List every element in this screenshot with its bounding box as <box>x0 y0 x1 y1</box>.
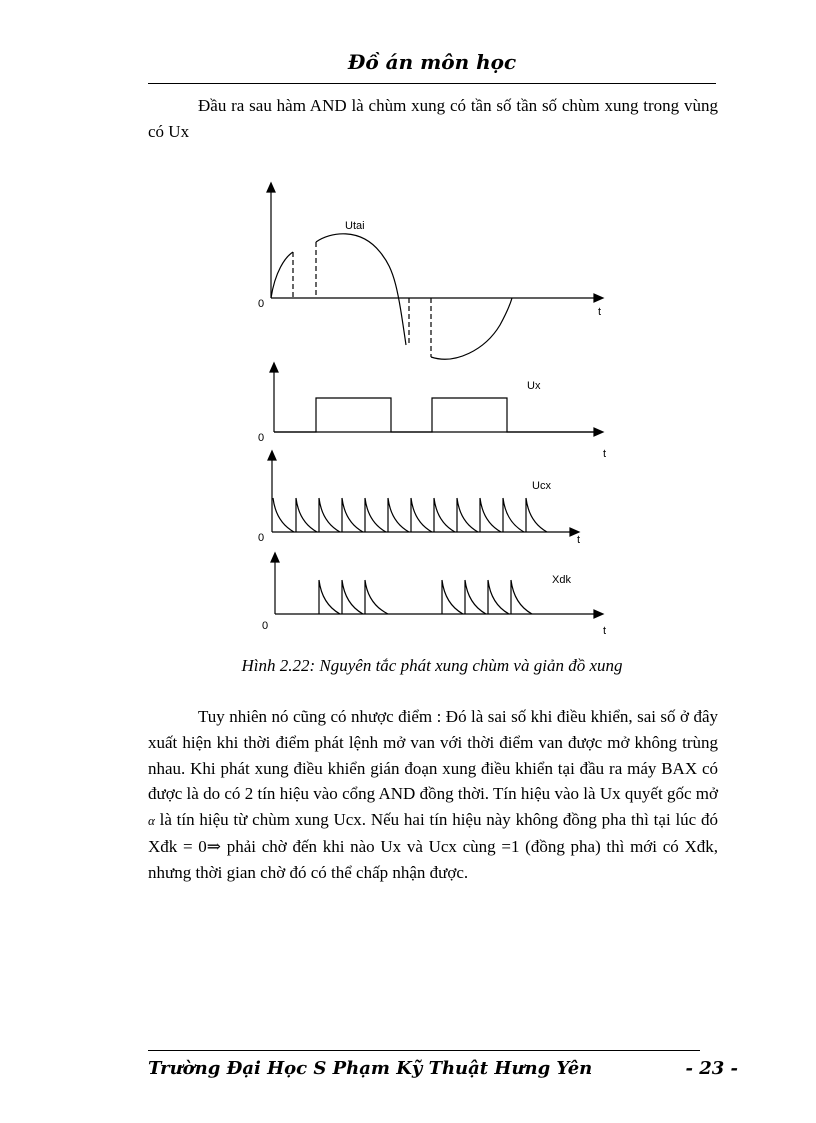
xdk-pulse-burst-2 <box>442 580 532 614</box>
body-text-part-3: phải chờ đến khi nào Ux và Ucx cùng =1 (đồng pha) thì mới có Xđk, nhưng thời gian chờ đó có thể chấp nhận được. <box>148 836 718 882</box>
ucx-label: Ucx <box>532 480 551 492</box>
intro-text: Đầu ra sau hàm AND là chùm xung có tần số tần số chùm xung trong vùng có Ux <box>148 96 718 141</box>
ucx-t-label: t <box>577 534 581 546</box>
utai-curve-2 <box>316 234 406 345</box>
utai-curve-1 <box>271 252 293 298</box>
utai-curve-3 <box>431 298 512 359</box>
ux-t-label: t <box>603 448 607 460</box>
ux-origin-label: 0 <box>258 432 265 444</box>
body-text <box>148 704 718 886</box>
ucx-pulse-train <box>273 498 547 532</box>
alpha-symbol: α <box>148 813 155 829</box>
utai-origin-label: 0 <box>258 298 265 310</box>
footer-rule <box>148 1050 700 1051</box>
xdk-origin-label: 0 <box>262 620 269 632</box>
implies-arrow-icon: ⇒ <box>206 836 222 856</box>
ucx-origin-label: 0 <box>258 532 265 544</box>
utai-t-label: t <box>598 306 602 318</box>
utai-waveform <box>267 183 603 359</box>
ux-y-arrow <box>270 363 278 372</box>
page-number: - 23 - <box>685 1058 738 1079</box>
xdk-t-label: t <box>603 625 607 637</box>
ux-pulses <box>274 398 596 432</box>
ux-label: Ux <box>527 380 541 392</box>
xdk-label: Xdk <box>552 574 571 586</box>
ux-waveform <box>270 363 603 436</box>
body-text-part-2: là tín hiệu từ chùm xung Ucx. Nếu hai tín hiệu này không đồng pha thì tại lúc đó Xđk = 0 <box>148 810 718 856</box>
page-footer <box>148 1058 738 1079</box>
ucx-y-arrow <box>268 451 276 460</box>
utai-t-arrow <box>594 294 603 302</box>
xdk-pulse-burst-1 <box>319 580 388 614</box>
utai-y-arrow <box>267 183 275 192</box>
ucx-waveform <box>268 451 579 536</box>
footer-university: Trường Đại Học S Phạm Kỹ Thuật Hưng Yên <box>148 1058 593 1079</box>
xdk-t-arrow <box>594 610 603 618</box>
utai-label: Utai <box>345 220 365 232</box>
xdk-y-arrow <box>271 553 279 562</box>
page-header-title: Đồ án môn học <box>347 50 517 74</box>
body-text-part-1: Tuy nhiên nó cũng có nhược điểm : Đó là sai số khi điều khiển, sai số ở đây xuất hiện khi thời điểm phát lệnh mở van với thời điểm van được mở không trùng nhau. Khi phát xung điều khiển gián đoạn xung điều khiển tại đầu ra máy BAX có được là do có 2 tín hiệu vào cổng AND đồng thời. Tín hiệu vào là Ux quyết gốc mở <box>148 707 718 804</box>
figure-caption: Hình 2.22: Nguyên tắc phát xung chùm và giản đồ xung <box>241 656 623 675</box>
body-paragraph <box>148 704 718 886</box>
